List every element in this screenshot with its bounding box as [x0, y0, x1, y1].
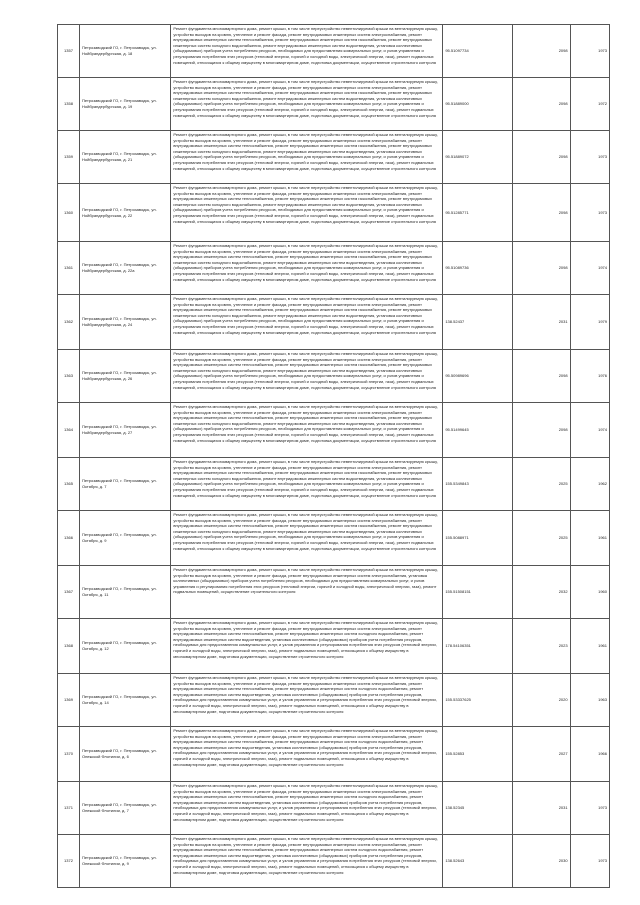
address-cell: Петрозаводский ГО, г. Петрозаводск, ул. Октября, д. 12	[79, 619, 170, 674]
table-row	[58, 727, 610, 782]
cost-cell: 155.51508151	[443, 566, 512, 619]
year-cell: 1973	[570, 25, 609, 78]
total-cell: 2098	[512, 242, 570, 295]
cost-cell: 95.51089736	[443, 242, 512, 295]
capital-repair-table	[57, 24, 610, 888]
works-description-cell: Ремонт фундамента многоквартирного дома, ремонт крыши, в том числе переустройство невентилируемой крыши на вентилируемую крышу, устройство выходов на кровлю, утепление и ремонт фасада, ремонт внутридомовых инженерных систем электроснабжения, ремонт внутридомовых инженерных систем теплоснабжения, ремонт внутридомовых инженерных систем холодного водоснабжения, ремонт внутридомовых инженерных систем водоотведения, установка коллективных (общедомовых) приборов учета потребления ресурсов, необходимых для предоставления коммунальных услуг, и узлов управления и регулирования потребления этих ресурсов (тепловой энергии, горячей и холодной воды, электрической энергии, газа), ремонт подвальных помещений, относящихся к общему имуществу в многоквартирном доме, подготовка документации, осуществление строительного контроля	[171, 727, 443, 782]
table-row	[58, 782, 610, 835]
row-number-cell: 1370	[58, 727, 80, 782]
total-cell: 2032	[512, 566, 570, 619]
table-body	[58, 25, 610, 888]
year-cell: 1973	[570, 782, 609, 835]
total-cell: 2025	[512, 511, 570, 566]
address-cell: Петрозаводский ГО, г. Петрозаводск, ул. Нойбрандербургская, д. 27	[79, 403, 170, 458]
year-cell: 1979	[570, 295, 609, 350]
works-description-cell: Ремонт фундамента многоквартирного дома, ремонт крыши, в том числе переустройство невентилируемой крыши на вентилируемую крышу, устройство выходов на кровлю, утепление и ремонт фасада, ремонт внутридомовых инженерных систем электроснабжения, ремонт внутридомовых инженерных систем теплоснабжения, ремонт внутридомовых инженерных систем газоснабжения, ремонт внутридомовых инженерных систем холодного водоснабжения, ремонт внутридомовых инженерных систем водоотведения, установка коллективных (общедомовых) приборов учета потребления ресурсов, необходимых для предоставления коммунальных услуг, и узлов управления и регулирования потребления этих ресурсов (тепловой энергии, горячей и холодной воды, электрической энергии, газа), ремонт подвальных помещений, относящихся к общему имуществу в многоквартирном доме, подготовка документации, осуществление строительного контроля	[171, 295, 443, 350]
works-description-cell: Ремонт фундамента многоквартирного дома, ремонт крыши, в том числе переустройство невентилируемой крыши на вентилируемую крышу, устройство выходов на кровлю, утепление и ремонт фасада, ремонт внутридомовых инженерных систем электроснабжения, установка коллективных (общедомовых) приборов учета потребления ресурсов, необходимых для предоставления коммунальных услуг, и узлов управления и регулирования потребления этих ресурсов (тепловой энергии, горячей и холодной воды, электрической энергии, газа), ремонт подвальных помещений, осуществление строительного контроля	[171, 566, 443, 619]
table-row	[58, 835, 610, 888]
row-number-cell: 1366	[58, 511, 80, 566]
cost-cell: 95.51285771	[443, 184, 512, 242]
cost-cell: 155.52853	[443, 727, 512, 782]
row-number-cell: 1369	[58, 674, 80, 727]
works-description-cell: Ремонт фундамента многоквартирного дома, ремонт крыши, в том числе переустройство невентилируемой крыши на вентилируемую крышу, устройство выходов на кровлю, утепление и ремонт фасада, ремонт внутридомовых инженерных систем электроснабжения, ремонт внутридомовых инженерных систем теплоснабжения, ремонт внутридомовых инженерных систем газоснабжения, ремонт внутридомовых инженерных систем холодного водоснабжения, ремонт внутридомовых инженерных систем водоотведения, установка коллективных (общедомовых) приборов учета потребления ресурсов, необходимых для предоставления коммунальных услуг, и узлов управления и регулирования потребления этих ресурсов (тепловой энергии, горячей и холодной воды, электрической энергии, газа), ремонт подвальных помещений, относящихся к общему имуществу в многоквартирном доме, подготовка документации, осуществление строительного контроля	[171, 511, 443, 566]
row-number-cell: 1361	[58, 242, 80, 295]
address-cell: Петрозаводский ГО, г. Петрозаводск, ул. Нойбрандербургская, д. 22	[79, 184, 170, 242]
year-cell: 1973	[570, 131, 609, 184]
address-cell: Петрозаводский ГО, г. Петрозаводск, ул. Онежской Флотилии, д. 6	[79, 727, 170, 782]
cost-cell: 95.51889072	[443, 131, 512, 184]
address-cell: Петрозаводский ГО, г. Петрозаводск, ул. Октября, д. 14	[79, 674, 170, 727]
address-cell: Петрозаводский ГО, г. Петрозаводск, ул. Октября, д. 11	[79, 566, 170, 619]
cost-cell: 95.51889000	[443, 78, 512, 131]
address-cell: Петрозаводский ГО, г. Петрозаводск, ул. Нойбрандербургская, д. 26	[79, 350, 170, 403]
total-cell: 2023	[512, 619, 570, 674]
works-description-cell: Ремонт фундамента многоквартирного дома, ремонт крыши, в том числе переустройство невентилируемой крыши на вентилируемую крышу, устройство выходов на кровлю, утепление и ремонт фасада, ремонт внутридомовых инженерных систем электроснабжения, ремонт внутридомовых инженерных систем теплоснабжения, ремонт внутридомовых инженерных систем газоснабжения, ремонт внутридомовых инженерных систем холодного водоснабжения, ремонт внутридомовых инженерных систем водоотведения, установка коллективных (общедомовых) приборов учета потребления ресурсов, необходимых для предоставления коммунальных услуг, и узлов управления и регулирования потребления этих ресурсов (тепловой энергии, горячей и холодной воды, электрической энергии, газа), ремонт подвальных помещений, относящихся к общему имуществу в многоквартирном доме, подготовка документации, осуществление строительного контроля	[171, 184, 443, 242]
year-cell: 1963	[570, 674, 609, 727]
cost-cell: 95.50989696	[443, 350, 512, 403]
works-description-cell: Ремонт фундамента многоквартирного дома, ремонт крыши, в том числе переустройство невентилируемой крыши на вентилируемую крышу, устройство выходов на кровлю, утепление и ремонт фасада, ремонт внутридомовых инженерных систем электроснабжения, ремонт внутридомовых инженерных систем теплоснабжения, ремонт внутридомовых инженерных систем газоснабжения, ремонт внутридомовых инженерных систем холодного водоснабжения, ремонт внутридомовых инженерных систем водоотведения, установка коллективных (общедомовых) приборов учета потребления ресурсов, необходимых для предоставления коммунальных услуг, и узлов управления и регулирования потребления этих ресурсов (тепловой энергии, горячей и холодной воды, электрической энергии, газа), ремонт подвальных помещений, относящихся к общему имуществу в многоквартирном доме, подготовка документации, осуществление строительного контроля	[171, 458, 443, 511]
row-number-cell: 1367	[58, 566, 80, 619]
table-row	[58, 78, 610, 131]
works-description-cell: Ремонт фундамента многоквартирного дома, ремонт крыши, в том числе переустройство невентилируемой крыши на вентилируемую крышу, устройство выходов на кровлю, утепление и ремонт фасада, ремонт внутридомовых инженерных систем электроснабжения, ремонт внутридомовых инженерных систем теплоснабжения, ремонт внутридомовых инженерных систем газоснабжения, ремонт внутридомовых инженерных систем холодного водоснабжения, ремонт внутридомовых инженерных систем водоотведения, установка коллективных (общедомовых) приборов учета потребления ресурсов, необходимых для предоставления коммунальных услуг, и узлов управления и регулирования потребления этих ресурсов (тепловой энергии, горячей и холодной воды, электрической энергии, газа), ремонт подвальных помещений, относящихся к общему имуществу в многоквартирном доме, подготовка документации, осуществление строительного контроля	[171, 350, 443, 403]
works-description-cell: Ремонт фундамента многоквартирного дома, ремонт крыши, в том числе переустройство невентилируемой крыши на вентилируемую крышу, устройство выходов на кровлю, утепление и ремонт фасада, ремонт внутридомовых инженерных систем электроснабжения, ремонт внутридомовых инженерных систем теплоснабжения, ремонт внутридомовых инженерных систем холодного водоснабжения, ремонт внутридомовых инженерных систем водоотведения, установка коллективных (общедомовых) приборов учета потребления ресурсов, необходимых для предоставления коммунальных услуг, и узлов управления и регулирования потребления этих ресурсов (тепловой энергии, горячей и холодной воды, электрической энергии, газа), ремонт подвальных помещений, относящихся к общему имуществу в многоквартирном доме, подготовка документации, осуществление строительного контроля	[171, 674, 443, 727]
address-cell: Петрозаводский ГО, г. Петрозаводск, ул. Нойбрандербургская, д. 22а	[79, 242, 170, 295]
row-number-cell: 1358	[58, 78, 80, 131]
table-row	[58, 184, 610, 242]
cost-cell: 138.52437	[443, 295, 512, 350]
total-cell: 2020	[512, 674, 570, 727]
row-number-cell: 1362	[58, 295, 80, 350]
address-cell: Петрозаводский ГО, г. Петрозаводск, ул. Нойбрандербургская, д. 21	[79, 131, 170, 184]
works-description-cell: Ремонт фундамента многоквартирного дома, ремонт крыши, в том числе переустройство невентилируемой крыши на вентилируемую крышу, устройство выходов на кровлю, утепление и ремонт фасада, ремонт внутридомовых инженерных систем электроснабжения, ремонт внутридомовых инженерных систем теплоснабжения, ремонт внутридомовых инженерных систем газоснабжения, ремонт внутридомовых инженерных систем холодного водоснабжения, ремонт внутридомовых инженерных систем водоотведения, установка коллективных (общедомовых) приборов учета потребления ресурсов, необходимых для предоставления коммунальных услуг, и узлов управления и регулирования потребления этих ресурсов (тепловой энергии, горячей и холодной воды, электрической энергии, газа), ремонт подвальных помещений, относящихся к общему имуществу в многоквартирном доме, подготовка документации, осуществление строительного контроля	[171, 131, 443, 184]
table-row	[58, 242, 610, 295]
works-description-cell: Ремонт фундамента многоквартирного дома, ремонт крыши, в том числе переустройство невентилируемой крыши на вентилируемую крышу, устройство выходов на кровлю, утепление и ремонт фасада, ремонт внутридомовых инженерных систем электроснабжения, ремонт внутридомовых инженерных систем теплоснабжения, ремонт внутридомовых инженерных систем холодного водоснабжения, ремонт внутридомовых инженерных систем водоотведения, установка коллективных (общедомовых) приборов учета потребления ресурсов, необходимых для предоставления коммунальных услуг, и узлов управления и регулирования потребления этих ресурсов (тепловой энергии, горячей и холодной воды, электрической энергии, газа), ремонт подвальных помещений, относящихся к общему имуществу в многоквартирном доме, подготовка документации, осуществление строительного контроля	[171, 782, 443, 835]
cost-cell: 138.52345	[443, 782, 512, 835]
table-row	[58, 350, 610, 403]
year-cell: 1976	[570, 350, 609, 403]
total-cell: 2098	[512, 350, 570, 403]
address-cell: Петрозаводский ГО, г. Петрозаводск, ул. Октября, д. 7	[79, 458, 170, 511]
row-number-cell: 1357	[58, 25, 80, 78]
total-cell: 2031	[512, 782, 570, 835]
total-cell: 2031	[512, 295, 570, 350]
works-description-cell: Ремонт фундамента многоквартирного дома, ремонт крыши, в том числе переустройство невентилируемой крыши на вентилируемую крышу, устройство выходов на кровлю, утепление и ремонт фасада, ремонт внутридомовых инженерных систем электроснабжения, ремонт внутридомовых инженерных систем теплоснабжения, ремонт внутридомовых инженерных систем холодного водоснабжения, ремонт внутридомовых инженерных систем водоотведения, установка коллективных (общедомовых) приборов учета потребления ресурсов, необходимых для предоставления коммунальных услуг, и узлов управления и регулирования потребления этих ресурсов (тепловой энергии, горячей и холодной воды, электрической энергии, газа), ремонт подвальных помещений, относящихся к общему имуществу в многоквартирном доме, подготовка документации, осуществление строительного контроля	[171, 619, 443, 674]
row-number-cell: 1363	[58, 350, 80, 403]
row-number-cell: 1372	[58, 835, 80, 888]
row-number-cell: 1359	[58, 131, 80, 184]
cost-cell: 155.5349843	[443, 458, 512, 511]
year-cell: 1972	[570, 78, 609, 131]
row-number-cell: 1368	[58, 619, 80, 674]
cost-cell: 95.51499645	[443, 403, 512, 458]
cost-cell: 138.52643	[443, 835, 512, 888]
cost-cell: 155.5088971	[443, 511, 512, 566]
total-cell: 2030	[512, 835, 570, 888]
works-description-cell: Ремонт фундамента многоквартирного дома, ремонт крыши, в том числе переустройство невентилируемой крыши на вентилируемую крышу, устройство выходов на кровлю, утепление и ремонт фасада, ремонт внутридомовых инженерных систем электроснабжения, ремонт внутридомовых инженерных систем теплоснабжения, ремонт внутридомовых инженерных систем газоснабжения, ремонт внутридомовых инженерных систем холодного водоснабжения, ремонт внутридомовых инженерных систем водоотведения, установка коллективных (общедомовых) приборов учета потребления ресурсов, необходимых для предоставления коммунальных услуг, и узлов управления и регулирования потребления этих ресурсов (тепловой энергии, горячей и холодной воды, электрической энергии, газа), ремонт подвальных помещений, относящихся к общему имуществу в многоквартирном доме, подготовка документации, осуществление строительного контроля	[171, 25, 443, 78]
table-row	[58, 403, 610, 458]
works-description-cell: Ремонт фундамента многоквартирного дома, ремонт крыши, в том числе переустройство невентилируемой крыши на вентилируемую крышу, устройство выходов на кровлю, утепление и ремонт фасада, ремонт внутридомовых инженерных систем электроснабжения, ремонт внутридомовых инженерных систем теплоснабжения, ремонт внутридомовых инженерных систем газоснабжения, ремонт внутридомовых инженерных систем холодного водоснабжения, ремонт внутридомовых инженерных систем водоотведения, установка коллективных (общедомовых) приборов учета потребления ресурсов, необходимых для предоставления коммунальных услуг, и узлов управления и регулирования потребления этих ресурсов (тепловой энергии, горячей и холодной воды, электрической энергии, газа), ремонт подвальных помещений, относящихся к общему имуществу в многоквартирном доме, подготовка документации, осуществление строительного контроля	[171, 403, 443, 458]
address-cell: Петрозаводский ГО, г. Петрозаводск, ул. Октября, д. 9	[79, 511, 170, 566]
address-cell: Петрозаводский ГО, г. Петрозаводск, ул. Нойбрандербургская, д. 24	[79, 295, 170, 350]
year-cell: 1966	[570, 727, 609, 782]
total-cell: 2098	[512, 78, 570, 131]
cost-cell: 178.54106351	[443, 619, 512, 674]
table-row	[58, 566, 610, 619]
year-cell: 1973	[570, 835, 609, 888]
address-cell: Петрозаводский ГО, г. Петрозаводск, ул. Нойбрандербургская, д. 18	[79, 25, 170, 78]
total-cell: 2098	[512, 131, 570, 184]
year-cell: 1960	[570, 566, 609, 619]
table-row	[58, 25, 610, 78]
year-cell: 1961	[570, 619, 609, 674]
year-cell: 1974	[570, 242, 609, 295]
row-number-cell: 1360	[58, 184, 80, 242]
works-description-cell: Ремонт фундамента многоквартирного дома, ремонт крыши, в том числе переустройство невентилируемой крыши на вентилируемую крышу, устройство выходов на кровлю, утепление и ремонт фасада, ремонт внутридомовых инженерных систем электроснабжения, ремонт внутридомовых инженерных систем теплоснабжения, ремонт внутридомовых инженерных систем газоснабжения, ремонт внутридомовых инженерных систем холодного водоснабжения, ремонт внутридомовых инженерных систем водоотведения, установка коллективных (общедомовых) приборов учета потребления ресурсов, необходимых для предоставления коммунальных услуг, и узлов управления и регулирования потребления этих ресурсов (тепловой энергии, горячей и холодной воды, электрической энергии, газа), ремонт подвальных помещений, относящихся к общему имуществу в многоквартирном доме, подготовка документации, осуществление строительного контроля	[171, 78, 443, 131]
address-cell: Петрозаводский ГО, г. Петрозаводск, ул. Нойбрандербургская, д. 19	[79, 78, 170, 131]
total-cell: 2098	[512, 403, 570, 458]
table-row	[58, 511, 610, 566]
table-row	[58, 131, 610, 184]
table-row	[58, 295, 610, 350]
address-cell: Петрозаводский ГО, г. Петрозаводск, ул. Онежской Флотилии, д. 7	[79, 782, 170, 835]
row-number-cell: 1365	[58, 458, 80, 511]
table-row	[58, 619, 610, 674]
total-cell: 2027	[512, 727, 570, 782]
year-cell: 1962	[570, 458, 609, 511]
total-cell: 2098	[512, 184, 570, 242]
row-number-cell: 1371	[58, 782, 80, 835]
total-cell: 2098	[512, 25, 570, 78]
year-cell: 1973	[570, 184, 609, 242]
works-description-cell: Ремонт фундамента многоквартирного дома, ремонт крыши, в том числе переустройство невентилируемой крыши на вентилируемую крышу, устройство выходов на кровлю, утепление и ремонт фасада, ремонт внутридомовых инженерных систем электроснабжения, ремонт внутридомовых инженерных систем теплоснабжения, ремонт внутридомовых инженерных систем холодного водоснабжения, ремонт внутридомовых инженерных систем водоотведения, установка коллективных (общедомовых) приборов учета потребления ресурсов, необходимых для предоставления коммунальных услуг, и узлов управления и регулирования потребления этих ресурсов (тепловой энергии, горячей и холодной воды, электрической энергии, газа), ремонт подвальных помещений, относящихся к общему имуществу в многоквартирном доме, подготовка документации, осуществление строительного контроля	[171, 835, 443, 888]
cost-cell: 95.51097734	[443, 25, 512, 78]
year-cell: 1961	[570, 511, 609, 566]
year-cell: 1974	[570, 403, 609, 458]
address-cell: Петрозаводский ГО, г. Петрозаводск, ул. Онежской Флотилии, д. 9	[79, 835, 170, 888]
table-row	[58, 458, 610, 511]
works-description-cell: Ремонт фундамента многоквартирного дома, ремонт крыши, в том числе переустройство невентилируемой крыши на вентилируемую крышу, устройство выходов на кровлю, утепление и ремонт фасада, ремонт внутридомовых инженерных систем электроснабжения, ремонт внутридомовых инженерных систем теплоснабжения, ремонт внутридомовых инженерных систем газоснабжения, ремонт внутридомовых инженерных систем холодного водоснабжения, ремонт внутридомовых инженерных систем водоотведения, установка коллективных (общедомовых) приборов учета потребления ресурсов, необходимых для предоставления коммунальных услуг, и узлов управления и регулирования потребления этих ресурсов (тепловой энергии, горячей и холодной воды, электрической энергии, газа), ремонт подвальных помещений, относящихся к общему имуществу в многоквартирном доме, подготовка документации, осуществление строительного контроля	[171, 242, 443, 295]
table-row	[58, 674, 610, 727]
total-cell: 2025	[512, 458, 570, 511]
cost-cell: 155.53337625	[443, 674, 512, 727]
row-number-cell: 1364	[58, 403, 80, 458]
